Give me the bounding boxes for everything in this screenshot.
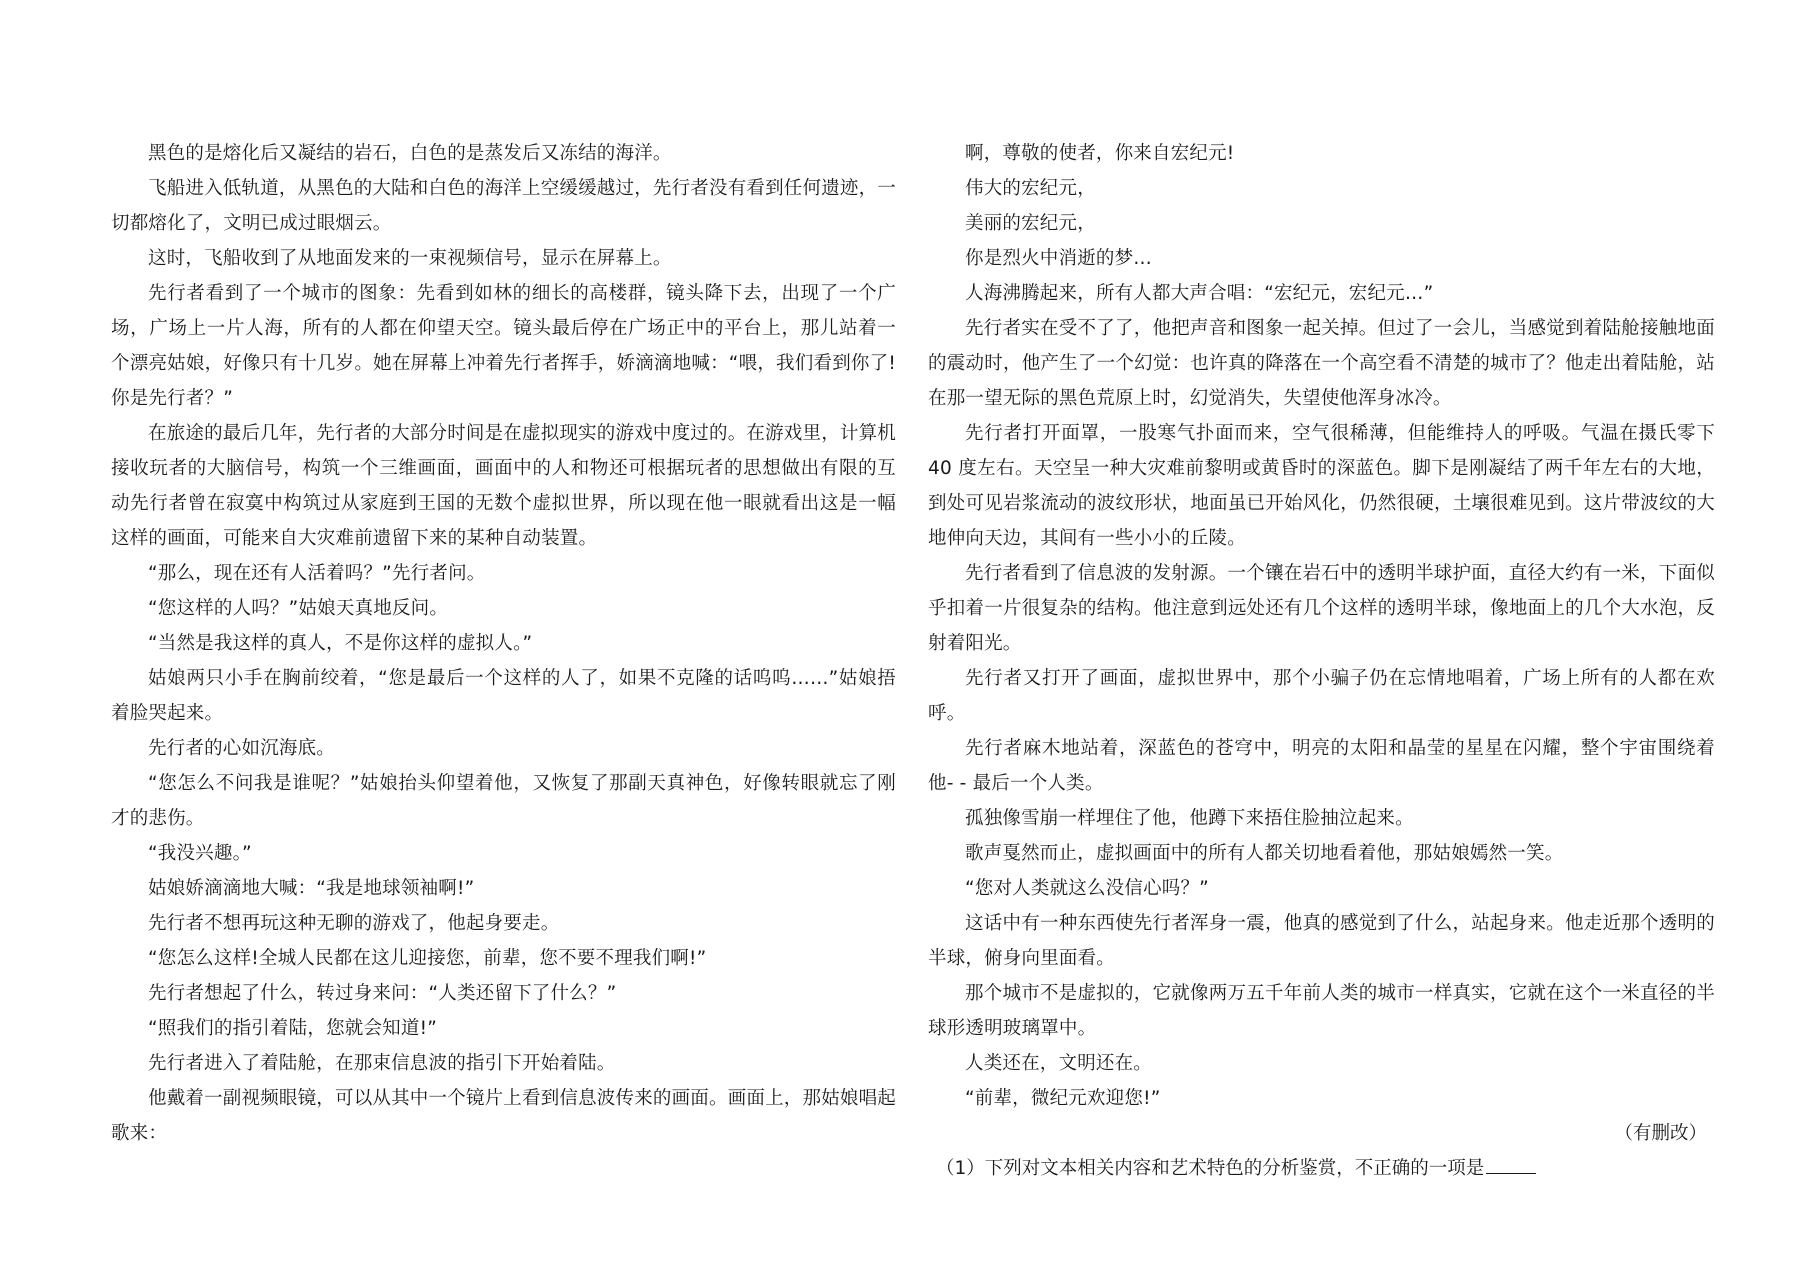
paragraph: 先行者麻木地站着，深蓝色的苍穹中，明亮的太阳和晶莹的星星在闪耀，整个宇宙围绕着他- - 最后一个人类。 (928, 738, 1715, 794)
paragraph: 伟大的宏纪元， (965, 178, 1096, 199)
paragraph: 姑娘两只小手在胸前绞着，“您是最后一个这样的人了，如果不克隆的话呜呜……”姑娘捂着脸哭起来。 (111, 668, 896, 724)
paragraph: “您这样的人吗？”姑娘天真地反问。 (148, 598, 449, 619)
paragraph: 飞船进入低轨道，从黑色的大陆和白色的海洋上空缓缓越过，先行者没有看到任何遗迹，一切都熔化了，文明已成过眼烟云。 (111, 178, 897, 234)
paragraph: 先行者进入了着陆舱，在那束信息波的指引下开始着陆。 (148, 1053, 616, 1074)
paragraph: 你是烈火中消逝的梦… (965, 248, 1153, 269)
paragraph: 先行者又打开了画面，虚拟世界中，那个小骗子仍在忘情地唱着，广场上所有的人都在欢呼。 (928, 668, 1715, 724)
paragraph: “您怎么这样!全城人民都在这儿迎接您，前辈，您不要不理我们啊!” (148, 948, 707, 969)
right-column (928, 136, 1715, 1186)
paragraph: “那么，现在还有人活着吗？”先行者问。 (148, 563, 486, 584)
paragraph: “当然是我这样的真人，不是你这样的虚拟人。” (148, 633, 533, 654)
paragraph: 先行者看到了信息波的发射源。一个镶在岩石中的透明半球护面，直径大约有一米，下面似乎扣着一片很复杂的结构。他注意到远处还有几个这样的透明半球，像地面上的几个大水泡，反射着阳光。 (928, 563, 1715, 654)
paragraph: 先行者想起了什么，转过身来问：“人类还留下了什么？” (148, 983, 617, 1004)
edit-credit: （有删改） (1614, 1123, 1707, 1144)
question-text: （1）下列对文本相关内容和艺术特色的分析鉴赏，不正确的一项是 (936, 1158, 1485, 1179)
answer-blank[interactable] (1486, 1155, 1536, 1174)
paragraph: “前辈，微纪元欢迎您!” (965, 1088, 1161, 1109)
paragraph: 先行者的心如沉海底。 (148, 738, 336, 759)
paragraph: 美丽的宏纪元， (965, 213, 1096, 234)
paragraph: 先行者不想再玩这种无聊的游戏了，他起身要走。 (148, 913, 560, 934)
paragraph: 啊，尊敬的使者，你来自宏纪元! (965, 143, 1235, 164)
paragraph: 黑色的是熔化后又凝结的岩石，白色的是蒸发后又冻结的海洋。 (148, 143, 672, 164)
left-column (111, 136, 896, 1151)
paragraph: 先行者打开面罩，一股寒气扑面而来，空气很稀薄，但能维持人的呼吸。气温在摄氏零下 40 度左右。天空呈一种大灾难前黎明或黄昏时的深蓝色。脚下是刚凝结了两千年左右的大地，到处可见岩浆流动的波纹形状，地面虽已开始风化，仍然很硬，土壤很难见到。这片带波纹的大地伸向天边，其间有一些小小的丘陵。 (928, 423, 1715, 549)
paragraph: 那个城市不是虚拟的，它就像两万五千年前人类的城市一样真实，它就在这个一米直径的半球形透明玻璃罩中。 (928, 983, 1715, 1039)
paragraph: 歌声戛然而止，虚拟画面中的所有人都关切地看着他，那姑娘嫣然一笑。 (965, 843, 1564, 864)
paragraph: 人海沸腾起来，所有人都大声合唱：“宏纪元，宏纪元…” (965, 283, 1434, 304)
question-stem (928, 1151, 1715, 1186)
paragraph: “您对人类就这么没信心吗？” (965, 878, 1209, 899)
paragraph: 人类还在，文明还在。 (965, 1053, 1153, 1074)
paragraph: “您怎么不问我是谁呢？”姑娘抬头仰望着他，又恢复了那副天真神色，好像转眼就忘了刚才的悲伤。 (111, 773, 896, 829)
paragraph: “照我们的指引着陆，您就会知道!” (148, 1018, 437, 1039)
paragraph: 这时，飞船收到了从地面发来的一束视频信号，显示在屏幕上。 (148, 248, 672, 269)
paragraph: 先行者实在受不了了，他把声音和图象一起关掉。但过了一会儿，当感觉到着陆舱接触地面的震动时，他产生了一个幻觉：也许真的降落在一个高空看不清楚的城市了？他走出着陆舱，站在那一望无际的黑色荒原上时，幻觉消失，失望使他浑身冰冷。 (928, 318, 1715, 409)
paragraph: 先行者看到了一个城市的图象：先看到如林的细长的高楼群，镜头降下去，出现了一个广场，广场上一片人海，所有的人都在仰望天空。镜头最后停在广场正中的平台上，那儿站着一个漂亮姑娘，好像只有十几岁。她在屏幕上冲着先行者挥手，娇滴滴地喊：“喂，我们看到你了!你是先行者？” (111, 283, 896, 409)
paragraph: 在旅途的最后几年，先行者的大部分时间是在虚拟现实的游戏中度过的。在游戏里，计算机接收玩者的大脑信号，构筑一个三维画面，画面中的人和物还可根据玩者的思想做出有限的互动先行者曾在寂寞中构筑过从家庭到王国的无数个虚拟世界，所以现在他一眼就看出这是一幅这样的画面，可能来自大灾难前遗留下来的某种自动装置。 (111, 423, 897, 549)
paragraph: 姑娘娇滴滴地大喊：“我是地球领袖啊!” (148, 878, 475, 899)
paragraph: “我没兴趣。” (148, 843, 252, 864)
paragraph: 孤独像雪崩一样埋住了他，他蹲下来捂住脸抽泣起来。 (965, 808, 1414, 829)
paragraph: 这话中有一种东西使先行者浑身一震，他真的感觉到了什么，站起身来。他走近那个透明的半球，俯身向里面看。 (928, 913, 1715, 969)
paragraph: 他戴着一副视频眼镜，可以从其中一个镜片上看到信息波传来的画面。画面上，那姑娘唱起歌来： (111, 1088, 897, 1144)
